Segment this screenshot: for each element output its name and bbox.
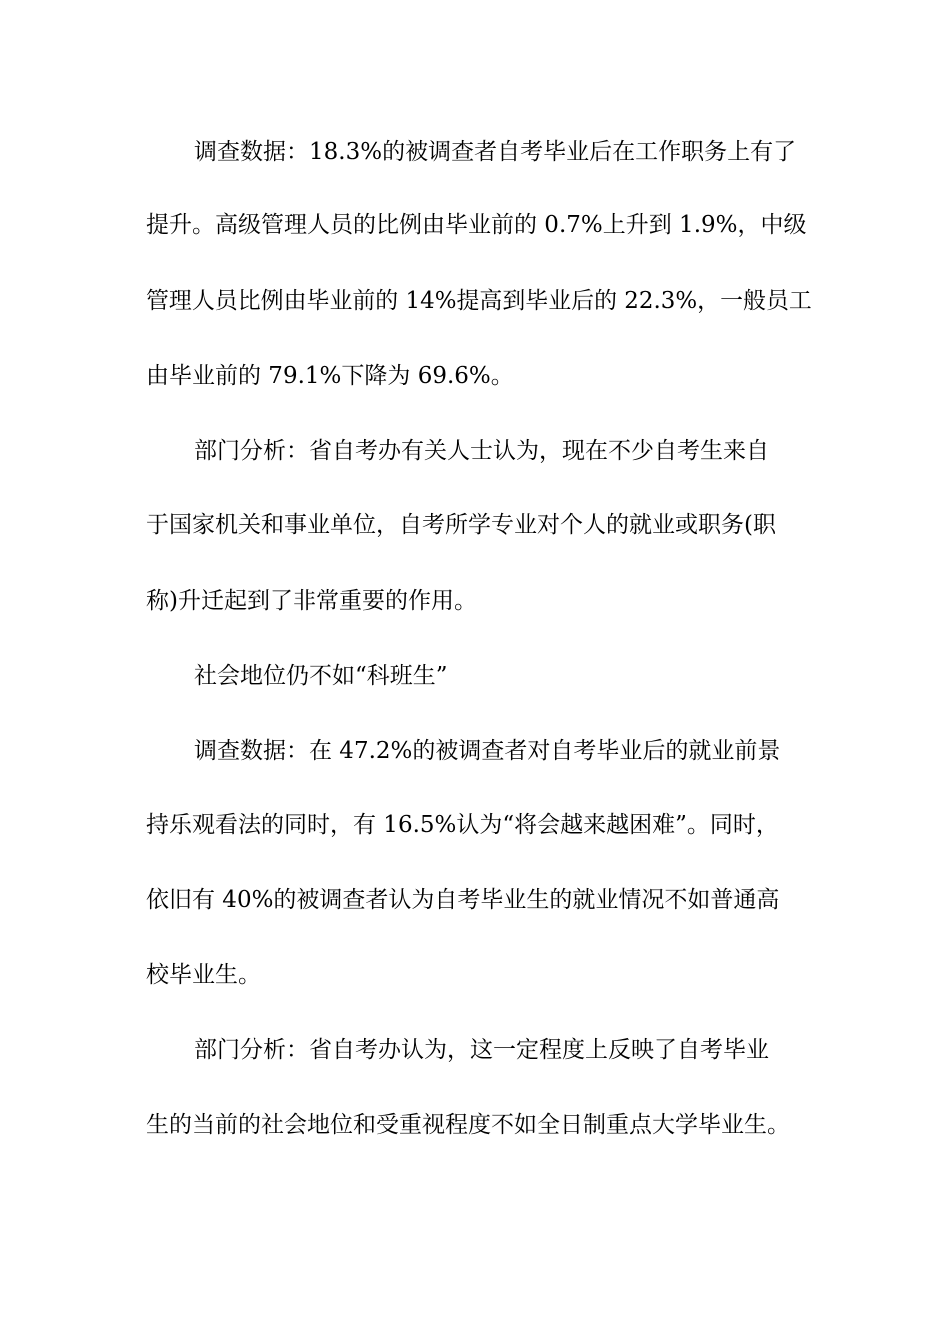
paragraph-survey-data-2-line-4: 校毕业生。 xyxy=(146,962,261,988)
paragraph-survey-data-1-line-1: 调查数据：18.3%的被调查者自考毕业后在工作职务上有了 xyxy=(194,139,797,165)
section-heading: 社会地位仍不如“科班生” xyxy=(194,663,448,689)
paragraph-survey-data-1-line-3: 管理人员比例由毕业前的 14%提高到毕业后的 22.3%，一般员工 xyxy=(146,288,812,314)
paragraph-survey-data-2-line-3: 依旧有 40%的被调查者认为自考毕业生的就业情况不如普通高 xyxy=(146,887,780,913)
paragraph-dept-analysis-2-line-2: 生的当前的社会地位和受重视程度不如全日制重点大学毕业生。 xyxy=(146,1112,790,1138)
paragraph-dept-analysis-1-line-3: 称)升迁起到了非常重要的作用。 xyxy=(146,588,477,614)
paragraph-dept-analysis-2-line-1: 部门分析：省自考办认为，这一定程度上反映了自考毕业 xyxy=(194,1037,769,1063)
paragraph-dept-analysis-1-line-2: 于国家机关和事业单位，自考所学专业对个人的就业或职务(职 xyxy=(146,512,776,538)
paragraph-survey-data-1-line-2: 提升。高级管理人员的比例由毕业前的 0.7%上升到 1.9%，中级 xyxy=(146,212,807,238)
paragraph-survey-data-2-line-1: 调查数据：在 47.2%的被调查者对自考毕业后的就业前景 xyxy=(194,738,781,764)
paragraph-survey-data-2-line-2: 持乐观看法的同时，有 16.5%认为“将会越来越困难”。同时， xyxy=(146,812,779,838)
paragraph-dept-analysis-1-line-1: 部门分析：省自考办有关人士认为，现在不少自考生来自 xyxy=(194,438,769,464)
paragraph-survey-data-1-line-4: 由毕业前的 79.1%下降为 69.6%。 xyxy=(146,363,514,389)
